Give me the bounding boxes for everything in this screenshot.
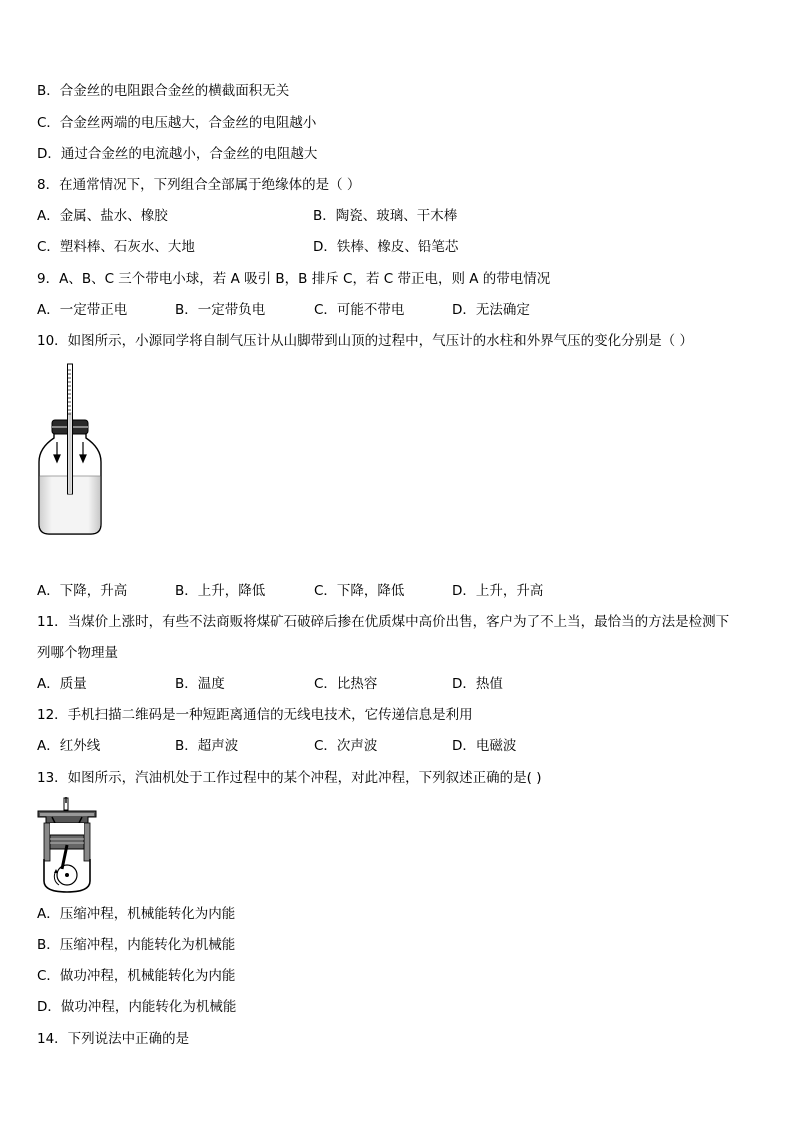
q8-stem: 8．在通常情况下，下列组合全部属于绝缘体的是（ ）	[37, 177, 361, 193]
q11-option-b: B．温度	[175, 676, 225, 692]
cylinder-wall-right	[84, 823, 90, 861]
q14-stem: 14．下列说法中正确的是	[37, 1031, 190, 1047]
q11-stem-line2: 列哪个物理量	[37, 645, 118, 661]
q13-option-a: A．压缩冲程，机械能转化为内能	[37, 906, 236, 922]
q9-option-a: A．一定带正电	[37, 302, 128, 318]
q12-option-b: B．超声波	[175, 738, 239, 754]
q10-stem: 10．如图所示，小源同学将自制气压计从山脚带到山顶的过程中，气压计的水柱和外界气压的变化分别是（ ）	[37, 333, 693, 349]
q12-option-a: A．红外线	[37, 738, 101, 754]
q11-stem-line1: 11．当煤价上涨时，有些不法商贩将煤矿石破碎后掺在优质煤中高价出售，客户为了不上当，最恰当的方法是检测下	[37, 614, 730, 630]
cylinder-head	[38, 811, 96, 823]
line-c-option: C．合金丝两端的电压越大，合金丝的电阻越小	[37, 115, 317, 131]
q9-option-b: B．一定带负电	[175, 302, 266, 318]
engine-cylinder-figure	[36, 797, 98, 893]
q13-stem: 13．如图所示，汽油机处于工作过程中的某个冲程，对此冲程，下列叙述正确的是( )	[37, 770, 542, 786]
q8-option-c: C．塑料棒、石灰水、大地	[37, 239, 195, 255]
q12-option-d: D．电磁波	[452, 738, 517, 754]
q10-option-d: D．上升，升高	[452, 583, 544, 599]
q9-option-d: D．无法确定	[452, 302, 530, 318]
cylinder-wall-left	[44, 823, 50, 861]
q12-option-c: C．次声波	[314, 738, 378, 754]
q13-option-b: B．压缩冲程，内能转化为机械能	[37, 937, 236, 953]
q10-option-a: A．下降，升高	[37, 583, 128, 599]
q12-stem: 12．手机扫描二维码是一种短距离通信的无线电技术，它传递信息是利用	[37, 707, 473, 723]
q10-option-c: C．下降，降低	[314, 583, 405, 599]
q13-option-c: C．做功冲程，机械能转化为内能	[37, 968, 236, 984]
barometer-figure	[30, 362, 110, 540]
q11-option-c: C．比热容	[314, 676, 378, 692]
q9-option-c: C．可能不带电	[314, 302, 405, 318]
q11-option-a: A．质量	[37, 676, 87, 692]
q9-stem: 9．A、B、C 三个带电小球，若 A 吸引 B，B 排斥 C，若 C 带正电，则 A 的带电情况	[37, 271, 551, 287]
q8-option-b: B．陶瓷、玻璃、干木棒	[313, 208, 458, 224]
line-d-option: D．通过合金丝的电流越小，合金丝的电阻越大	[37, 146, 318, 162]
q13-option-d: D．做功冲程，内能转化为机械能	[37, 999, 237, 1015]
q11-option-d: D．热值	[452, 676, 503, 692]
q8-option-a: A．金属、盐水、橡胶	[37, 208, 168, 224]
q8-option-d: D．铁棒、橡皮、铅笔芯	[313, 239, 459, 255]
line-b-option: B．合金丝的电阻跟合金丝的横截面积无关	[37, 83, 290, 99]
q10-option-b: B．上升，降低	[175, 583, 266, 599]
